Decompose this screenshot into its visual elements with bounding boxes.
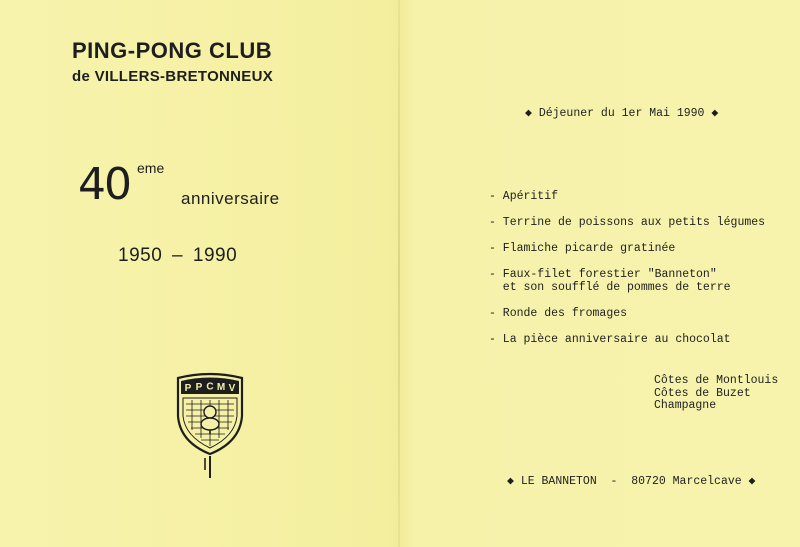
menu-item: - Apéritif [489, 190, 559, 203]
crest-letter: P [184, 383, 192, 394]
menu-item-continuation: et son soufflé de pommes de terre [489, 281, 731, 294]
menu-item: - Faux-filet forestier "Banneton" [489, 268, 717, 281]
wine-list [654, 375, 778, 413]
anniversary-word: anniversaire [181, 189, 280, 208]
menu-list [489, 190, 765, 359]
menu-item: - Ronde des fromages [489, 307, 628, 320]
anniversary-number: 40 [78, 159, 130, 210]
menu-item: - La pièce anniversaire au chocolat [489, 333, 731, 346]
anniversary-years: 1950 – 1990 [118, 245, 238, 266]
fold-line [398, 0, 400, 547]
menu-item: - Flamiche picarde gratinée [489, 242, 676, 255]
crest-letter: C [206, 381, 214, 393]
restaurant-footer: ◆ LE BANNETON - 80720 Marcelcave ◆ [507, 475, 756, 488]
club-name: PING-PONG CLUB [72, 38, 273, 63]
club-town: de VILLERS-BRETONNEUX [72, 68, 274, 85]
anniversary-number-suffix: eme [137, 160, 165, 176]
lunch-title: ◆ Déjeuner du 1er Mai 1990 ◆ [525, 107, 719, 120]
wine-item: Côtes de Buzet [654, 386, 751, 400]
wine-item: Champagne [654, 399, 717, 412]
crest-letter: P [195, 382, 203, 393]
club-crest-shield-icon [174, 372, 246, 480]
crest-letter: V [228, 383, 236, 394]
menu-item: - Terrine de poissons aux petits légumes [489, 216, 766, 229]
crest-letter: M [216, 382, 226, 393]
wine-item: Côtes de Montlouis [654, 374, 779, 387]
